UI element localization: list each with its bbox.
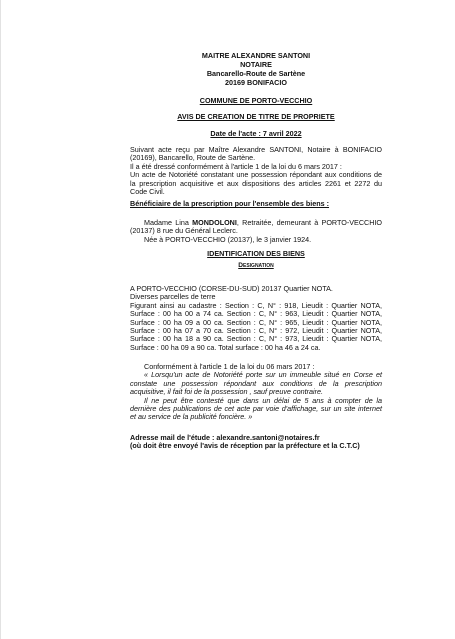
beneficiaire-surname: MONDOLONI bbox=[192, 218, 237, 227]
loi-quote-1: « Lorsqu'un acte de Notoriété porte sur un immeuble situé en Corse et constate une possession répondant aux conditions de la prescription acquisitive, il fait foi de la possession , sauf preuve contraire. bbox=[130, 370, 382, 397]
commune-heading: COMMUNE DE PORTO-VECCHIO bbox=[199, 96, 313, 105]
notary-name: MAITRE ALEXANDRE SANTONI bbox=[201, 51, 311, 60]
notary-address-2: 20169 BONIFACIO bbox=[225, 78, 287, 87]
avis-title: AVIS DE CREATION DE TITRE DE PROPRIETE bbox=[177, 112, 335, 121]
intro-line-3: Un acte de Notoriété constatant une possession répondant aux conditions de la prescription acquisitive et aux dispositions des articles 2261 et 2272 du Code Civil. bbox=[130, 170, 382, 197]
cadastre-details: Figurant ainsi au cadastre : Section : C, N° : 918, Lieudit : Quartier NOTA, Surface : 00 ha 00 a 74 ca. Section : C, N° : 963, Lieudit : Quartier NOTA, Surface : 00 ha 09 a 00 ca. Section : C, N° : 965, Lieudit : Quartier NOTA, Surface : 00 ha 07 a 70 ca. Section : C, N° : 972, Lieudit : Quartier NOTA, Surface : 00 ha 18 a 90 ca. Section : C, N° : 973, Lieudit : Quartier NOTA, Surface : 00 ha 09 a 90 ca. Total surface : 00 ha 46 a 24 ca. bbox=[130, 300, 382, 352]
identification-heading: IDENTIFICATION DES BIENS bbox=[207, 249, 305, 258]
beneficiaire-heading: Bénéficiaire de la prescription pour l'ensemble des biens : bbox=[130, 199, 330, 208]
designation-paragraph bbox=[130, 285, 382, 352]
designation-line-1: A PORTO-VECCHIO (CORSE-DU-SUD) 20137 Quartier NOTA. bbox=[130, 284, 333, 293]
date-acte: Date de l'acte : 7 avril 2022 bbox=[210, 129, 302, 138]
designation-line-2: Diverses parcelles de terre bbox=[130, 292, 216, 302]
footer-block bbox=[130, 434, 382, 451]
beneficiaire-birth: Née à PORTO-VECCHIO (20137), le 3 janvier 1924. bbox=[144, 234, 312, 244]
beneficiaire-paragraph bbox=[130, 219, 382, 244]
beneficiaire-prefix: Madame Lina bbox=[144, 218, 193, 227]
loi-quote-2: Il ne peut être contesté que dans un délai de 5 ans à compter de la dernière des publications de cet acte par voie d'affichage, sur un site internet et au service de la publicité foncière. » bbox=[130, 395, 382, 422]
intro-line-2: Il a été dressé conformément à l'article 1 de la loi du 6 mars 2017 : bbox=[130, 161, 342, 171]
beneficiaire-rest: , Retraitée, demeurant à PORTO-VECCHIO (20137) 8 rue du Général Leclerc. bbox=[130, 218, 382, 236]
intro-paragraph bbox=[130, 146, 382, 196]
intro-line-1: Suivant acte reçu par Maître Alexandre SANTONI, Notaire à BONIFACIO (20169), Bancarello, Route de Sartène. bbox=[130, 145, 382, 163]
notary-address-1: Bancarello-Route de Sartène bbox=[206, 69, 306, 78]
loi-intro: Conformément à l'article 1 de la loi du 06 mars 2017 : bbox=[144, 362, 315, 371]
loi-paragraph bbox=[130, 363, 382, 422]
beneficiaire-identity bbox=[130, 219, 382, 236]
designation-heading: Designation bbox=[238, 262, 274, 269]
notary-role: NOTAIRE bbox=[240, 60, 272, 69]
email-line: Adresse mail de l'étude : alexandre.santoni@notaires.fr bbox=[130, 433, 320, 442]
note-line: (où doit être envoyé l'avis de réception par la préfecture et la C.T.C) bbox=[130, 441, 360, 451]
